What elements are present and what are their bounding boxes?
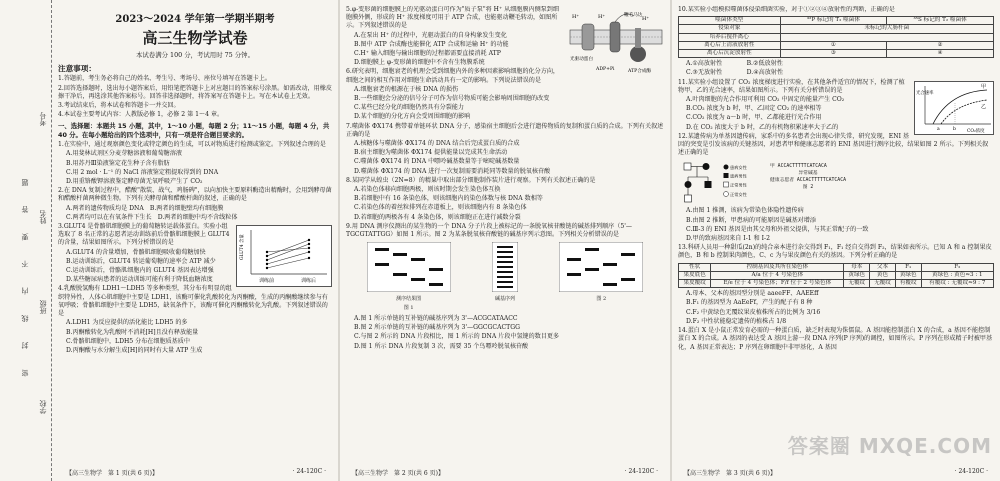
q13-header-0: 性状 <box>679 263 711 271</box>
question-8: 8.某同学从蝗虫（2N=8）的精巢中取出部分细胞制作装片进行观察。下列有关叙述正确的是 <box>346 176 596 184</box>
q8-option-d: D.若细胞的两极各有 4 条染色体，则该细胞正在进行减数分裂 <box>354 213 521 221</box>
q10-option-a: A.①高放射性 <box>686 60 723 68</box>
q10-cell: ② <box>887 41 994 49</box>
q3-option-a: A.GLUT4 的含量增加，骨骼肌细胞吸收葡萄糖加快 <box>66 248 206 256</box>
q13-cell: 无覆纹 <box>844 280 870 288</box>
q13-cell: 黄绿色 <box>844 271 870 279</box>
q11-series-jia: 甲 <box>981 83 987 90</box>
q3-figure <box>236 225 332 287</box>
q5-option-a: A.在泵出 H⁺ 的过程中，光驱动蛋白的自身构象发生变化 <box>354 31 507 39</box>
q11-x-label: CO₂浓度 <box>967 128 985 134</box>
notes-heading: 注意事项： <box>58 64 96 74</box>
q3-option-c: C.运动训练后，骨骼肌细胞内的 GLUT4 基因表达增强 <box>66 267 214 275</box>
binding-label-school: 学校 <box>39 400 47 414</box>
q13-cell: 有覆纹 : 无覆纹≈9 : 7 <box>921 280 993 288</box>
q9-figure-1 <box>367 242 451 312</box>
q9-option-d: D.图 1 所示 DNA 片段复制 3 次，需要 35 个鸟嘌呤脱氧核苷酸 <box>354 342 529 350</box>
q9-caption-2: 碱基序列 <box>494 296 515 303</box>
table-row <box>679 280 994 288</box>
table-row <box>679 41 994 49</box>
q9-caption-1: 测序结果图 <box>396 296 422 303</box>
question-2: 2.在 DNA 复制过程中，醋酸"散装、战气、鸡肠碑"，以向加快主要原料酶造出精酶时，会用到酵母菌和醋酸杆菌两种微生物。下列有关酵母菌和醋酸杆菌的叙述，正确的是 <box>58 187 332 203</box>
binding-label-class: 班级 <box>39 300 47 314</box>
q3-option-b: B.运动训练后，GLUT4 转运葡萄糖的速率会 ATP 减少 <box>66 257 216 265</box>
exam-title: 高三生物学试卷 <box>142 29 248 47</box>
q10-cell: 侵染对象 <box>679 25 781 33</box>
q1-option-c: C.用 2 mol · L⁻¹ 的 NaCl 溶液鉴定粗提取得到的 DNA <box>66 168 219 176</box>
q7-option-b: B.宿主细胞为噬菌体 ΦX174 提供能量以完成其生命活动 <box>354 149 508 157</box>
page-2-footer-right: · 24-120C · <box>624 468 658 475</box>
q2-option-a: A.两者的遗传物质均是 DNA <box>66 204 144 212</box>
q10-options-ab <box>678 60 994 68</box>
q9-gel-1 <box>367 242 451 292</box>
q3-line-chart <box>237 226 331 286</box>
q1-option-b: B.用苏丹Ⅲ染液鉴定花生种子含有脂肪 <box>66 159 170 167</box>
q13-header-3: 父本 <box>870 263 896 271</box>
q3-y-label: GLUT4 含量 <box>240 234 245 261</box>
q12-seq-healthy: 健康志愿者 ACCACTTTTTCATCACA <box>770 178 846 184</box>
table-row <box>679 263 994 271</box>
q13-header-1: 控制基因及其所在染色体 <box>711 263 844 271</box>
q9-option-a: A.图 1 所示单链的互补链的碱基序列为 3'—ACGCATAACC <box>354 314 518 322</box>
question-6: 6.研究表明，细胞衰老的机理会受到细胞内外的多种因素影响细胞的化分方向，细胞之间的相互作用对细胞生命活动具有一定的影响。下列说法错误的是 <box>346 68 560 84</box>
q5-label-adp: ADP+Pi <box>596 67 615 72</box>
page-1-column <box>58 6 332 463</box>
q2-option-b: B.两者的细胞壁均有细胞膜 <box>149 204 224 212</box>
q9-gel-2 <box>559 242 643 292</box>
q12-option-b: B.由图 2 推断，甲患病的可能原因是碱基对增添 <box>686 216 816 224</box>
binding-margin <box>0 0 52 481</box>
q13-cell: A/a 位于 4 号染色体 <box>711 271 844 279</box>
question-10: 10.某实验小组模拟噬菌体侵染细菌实验，对于①②③④放射性的判断，正确的是 <box>678 6 895 13</box>
q12-fig2-label: 图 2 <box>802 185 814 191</box>
q13-option-d: D.F₂ 中性状能稳定遗传的植株占 1/8 <box>686 317 787 325</box>
q9-fig1-label: 图 1 <box>403 304 414 311</box>
question-14: 14.蛋白 X 是小鼠正常发育必需的一种蛋白质，缺乏时表现为侏儒鼠。A 基因能控制蛋白 X 的合成，a 基因不能控制蛋白 X 的合成。A 基因的表达受 A 基因上游一段 DNA 序列(P 序列)的调控，如图所示。P 序列在形成精子时被甲基化，A 基因正常表达；P 序列在卵细胞中非甲基化，A 基因 <box>678 327 993 351</box>
q5-label-pump: 光驱动蛋白 <box>570 57 593 62</box>
q11-series-yi: 乙 <box>981 103 987 110</box>
page-1-footer-right: · 24-120C · <box>292 468 326 475</box>
q2-options-cd <box>58 214 332 222</box>
q13-cell: 果皮覆纹 <box>679 280 711 288</box>
q9-ladder <box>492 242 518 292</box>
q10-cell: ① <box>780 41 887 49</box>
q2-options-ab <box>58 205 332 213</box>
q10-cell: ④ <box>887 50 994 58</box>
q5-label-motor: 鞭毛马达 <box>624 13 643 18</box>
table-row <box>679 33 994 41</box>
q11-figure <box>914 81 994 135</box>
page-1-footer <box>54 468 338 477</box>
q6-option-c: C.某些已经分化的细胞仍然具有分裂能力 <box>354 104 464 112</box>
q7-option-c: C.噬菌体 ΦX174 的 DNA 中嘌呤碱基数量等于嘧啶碱基数量 <box>354 158 520 166</box>
svg-text:H⁺: H⁺ <box>598 14 605 20</box>
q13-cell: 有覆纹 <box>895 280 921 288</box>
q11-option-a: A.叶肉细胞的光合作用可利用 CO₂ 中固定的能量产生 CO₂ <box>686 96 845 104</box>
question-4: 4.乳酸脱氢酶有 LDH1～LDH5 等多种类型，其分布有明显的组织特异性，人体心肌细胞中主要是 LDH1，该酶可催化乳酸转化为丙酮酸，生成的丙酮酸继续参与有氧呼吸；骨骼肌细胞中主要是 LDH5，缺氧条件下，该酶可催化丙酮酸转化为乳酸。下列叙述错误的是 <box>58 285 328 318</box>
q12-figures <box>678 159 994 205</box>
q10-header-2: ³⁵S 标记的 T₂ 噬菌体 <box>887 17 994 25</box>
question-11: 11.某实验小组设置了 CO₂ 浓度梯度进行实验，在其他条件适宜的情况下，检测了植物甲、乙的光合速率，结果如图所示。下列有关分析错误的是 <box>678 78 905 94</box>
q12-pedigree <box>678 159 764 205</box>
binding-seal-text: 密 封 线 内 不 要 答 题 <box>21 170 29 377</box>
q2-option-d: D.两者的细胞中均不含线粒体 <box>157 213 238 221</box>
q6-option-a: A.细胞衰老的根源在于核 DNA 的损伤 <box>354 85 459 93</box>
q6-option-b: B.一些细胞会分泌的信号分子可作为信号物质可能会影响周围细胞的改变 <box>354 95 550 103</box>
page-3-footer <box>672 468 1000 477</box>
q5-membrane-diagram <box>568 8 664 78</box>
q10-option-b: B.②低放射性 <box>746 60 783 68</box>
q13-header-4: F₁ <box>895 263 921 271</box>
page-3-footer-left: 【高三生物学 第 3 页(共 6 页)】 <box>684 470 776 477</box>
table-row <box>679 271 994 279</box>
q12-seq-mark: 异常碱基 <box>798 171 818 177</box>
note-2: 2.回答选择题时，选出每小题答案后，用铅笔把答题卡上对应题目的答案标号涂黑。如需改动，用橡皮擦干净后，再选涂其他答案标号。回答非选择题时，将答案写在答题卡上。写在本试卷上无效。 <box>58 84 332 100</box>
q12-sequence-figure <box>770 159 846 191</box>
q10-cell: 离心后沉淀放射性 <box>679 50 781 58</box>
q11-mark-a: a <box>937 126 940 132</box>
q10-header-0: 噬菌体类型 <box>679 17 781 25</box>
q11-option-c: C.CO₂ 浓度为 a～b 时，甲、乙都能进行光合作用 <box>686 114 822 122</box>
q9-fig2-label: 图 2 <box>596 296 607 303</box>
q10-option-d: D.④高放射性 <box>746 69 784 77</box>
q3-option-d: D.某些糖尿病患者的运动训练可能有利于降低血糖浓度 <box>66 276 213 284</box>
q8-option-c: C.若染色体的着丝粒排列在赤道板上，则该细胞内有 8 条染色体 <box>354 204 527 212</box>
q10-cell <box>780 33 993 41</box>
page-2-footer <box>340 468 670 477</box>
q12-legend-1: 患病男性 <box>730 173 747 179</box>
q13-table <box>678 263 994 289</box>
q5-option-c: C.H⁺ 输入细胞与输出细胞的过程都需要直接消耗 ATP <box>354 50 501 58</box>
q5-label-atp: ATP合成酶 <box>628 69 652 74</box>
page-2-column <box>346 6 664 463</box>
q9-figure-2 <box>559 242 643 312</box>
q8-option-b: B.若细胞中有 16 条染色体，则该细胞内的染色体数与核 DNA 数相等 <box>354 195 543 203</box>
q7-option-a: A.核糖体与噬菌体 ΦX174 的 DNA 结合后完成蛋白质的合成 <box>354 140 520 148</box>
q5-option-d: D.细胞膜上 φ-变形菌的细胞中不含有生物膜系统 <box>354 59 485 67</box>
q10-options-cd <box>678 69 994 77</box>
q4-option-d: D.丙酮酸与水分解生成[H]的同时有大量 ATP 生成 <box>66 346 203 354</box>
q10-cell: 未标记的大肠杆菌 <box>780 25 993 33</box>
q10-cell: 培养后搅拌离心 <box>679 33 781 41</box>
q6-option-d: D.某个细胞的分化方向会受周围细胞的影响 <box>354 113 471 121</box>
page-3-footer-right: · 24-120C · <box>954 468 988 475</box>
q8-option-a: A.若染色体移向细胞两极，则该时期会发生染色体互换 <box>354 186 501 194</box>
table-row <box>679 25 994 33</box>
note-4: 4.本试卷主要考试内容：人教版必修 1，必修 2 第 1～4 章。 <box>58 111 224 119</box>
page-1 <box>0 0 338 481</box>
q13-cell: 果皮底色 <box>679 271 711 279</box>
q7-option-d: D.噬菌体 ΦX174 的 DNA 进行一次复制需要消耗同等数量的脱氧核苷酸 <box>354 167 551 175</box>
table-row <box>679 50 994 58</box>
q12-option-d: D.甲的致病基因来自 I-1 和 I-2 <box>686 235 770 243</box>
q10-cell: 离心后上清液放射性 <box>679 41 781 49</box>
q13-header-2: 母本 <box>844 263 870 271</box>
q11-y-label: 光合速率 <box>916 90 934 96</box>
q13-cell: 黄绿色 <box>895 271 921 279</box>
exam-info: 本试卷满分 100 分，考试用时 75 分钟。 <box>136 51 254 59</box>
page-3-column <box>678 6 994 463</box>
q9-figures <box>346 242 664 312</box>
question-12: 12.某遗传病为单基因遗传病，家系中的多名患者会出现心律失常，研究发现，ENI 基因的突变是引发该病的关键基因，对患者甲和健康志愿者的 ENI 基因进行测序比较，结果如图 2 所示。下列相关叙述正确的是 <box>678 132 989 157</box>
page-1-footer-left: 【高三生物学 第 1 页(共 6 页)】 <box>66 470 158 477</box>
question-7: 7.噬菌体 ΦX174 携带着单链环状 DNA 分子，感染宿主细胞后会进行遗传物质的复制和蛋白质的合成。下列有关叙述正确的是 <box>346 122 664 138</box>
exam-year: 2023～2024 学年第一学期半期考 <box>115 14 275 25</box>
note-1: 1.答题前，考生务必将自己的姓名、考生号、考场号、座位号填写在答题卡上。 <box>58 75 272 83</box>
question-1: 1.在实验中，通过观察颜色变化或特定颜色的生成，可以对物质进行检测或鉴定。下列叙述合理的是 <box>58 141 326 149</box>
q12-option-c: C.Ⅲ-3 的 ENI 基因是由其父母和外祖父提供，与其正常配子的一致 <box>686 225 869 233</box>
q10-cell: ③ <box>780 50 887 58</box>
question-3: 3.GLUT4 是骨骼肌细胞膜上的葡萄糖转运载体蛋白。实验小组选取了 8 名正常的志愿者运动训练前后骨骼肌细胞膜上 GLUT4 的含量，结果如图所示。下列分析错误的是 <box>58 223 230 247</box>
section-1-heading: 一、选择题：本题共 15 小题，其中，1～10 小题，每题 2 分；11～15 小题，每题 4 分，共 40 分。在每小题给出的四个选项中，只有一项是符合题目要求的。 <box>58 122 330 139</box>
q10-header-1: ³²P 标记的 T₂ 噬菌体 <box>780 17 887 25</box>
q12-legend-3: 正常女性 <box>730 192 747 198</box>
q10-option-c: C.③无放射性 <box>686 69 723 77</box>
page-2 <box>340 0 670 481</box>
table-row <box>679 17 994 25</box>
q13-cell: 黄色 <box>870 271 896 279</box>
q12-legend-0: 患病女性 <box>730 165 747 171</box>
question-9: 9.用 DNA 测序仪测出的某生物的一个 DNA 分子片段上被标记的一条脱氧核苷酸链的碱基排列顺序（5'—TGCGTATTGG）如图 1 所示。图 2 为某条脱氧核苷酸链的碱基序列示意图。下列相关分析错误的是 <box>346 222 633 239</box>
q11-curve-chart <box>915 82 993 134</box>
q13-option-a: A.母本、父本的基因型分别是 aaeeFF、AAEEff <box>686 290 819 298</box>
q5-option-b: B.图中 ATP 合成酶也能催化 ATP 合成和运输 H⁺ 的功能 <box>354 40 509 48</box>
q12-legend-2: 正常男性 <box>730 182 747 188</box>
q11-option-d: D.在 CO₂ 浓度大于 b 时，乙的有机物积累速率大于乙的 <box>686 123 839 131</box>
note-3: 3.考试结束后，将本试卷和答题卡一并交回。 <box>58 102 180 110</box>
binding-label-name: 姓名 <box>39 210 47 224</box>
q1-option-a: A.用斐林试剂区分麦芽糖溶液和葡萄糖溶液 <box>66 150 183 158</box>
q13-cell: 无覆纹 <box>870 280 896 288</box>
q13-cell: E/e 位于 4 号染色体；F/f 位于 2 号染色体 <box>711 280 844 288</box>
page-2-footer-left: 【高三生物学 第 2 页(共 6 页)】 <box>352 470 444 477</box>
q13-cell: 黄绿色 : 黄色≈3 : 1 <box>921 271 993 279</box>
q4-option-a: A.LDH1 为反应提供的活化能比 LDH5 的多 <box>66 319 188 327</box>
q2-option-c: C.两者均可以在有氧条件下生长 <box>66 213 152 221</box>
q9-figure-ladder <box>492 242 518 312</box>
q11-option-b: B.CO₂ 浓度为 b 时，甲、乙固定 CO₂ 的速率相等 <box>686 105 822 113</box>
binding-label-kaohao: 考号 <box>39 112 47 126</box>
question-5: 5.φ-变形菌的细胞膜上的光驱动蛋白可作为"质子泵"将 H⁺ 从细胞膜内侧泵到细胞膜外侧，形成的 H⁺ 浓度梯度可用于 ATP 合成，也能驱动鞭毛转动，如图所示。下列叙述错误的是 <box>346 6 559 30</box>
q13-header-5: F₂ <box>921 263 993 271</box>
q4-option-c: C.骨骼肌细胞中，LDH5 分布在细胞质基质中 <box>66 337 190 345</box>
q4-option-b: B.丙酮酸转化为乳酸时不消耗[H]且没有释放能量 <box>66 328 199 336</box>
q5-figure <box>568 8 664 78</box>
q1-option-d: D.用重铬酸钾溶液鉴定酵母菌无氧呼吸产生了 CO₂ <box>66 178 203 186</box>
q10-table <box>678 16 994 58</box>
q3-x-label-after: 训练后 <box>301 278 317 285</box>
watermark-logo: 答案圈 MXQE.COM <box>787 434 992 458</box>
question-13: 13.科研人员用一种甜瓜(2n)的纯合亲本进行杂交得到 F₁，F₁ 经自交得到 F₂，结果如表所示。已知 A 和 a 控制果皮颜色，B 和 b 控制果肉颜色，C、c 为与果皮颜色有关的基因。下列分析正确的是 <box>678 244 992 260</box>
q13-option-b: B.F₁ 的基因型为 AaEeFf，产生的配子有 8 种 <box>686 299 813 307</box>
q12-option-a: A.由图 1 推测，该病为常染色体隐性遗传病 <box>686 207 804 215</box>
page-3 <box>672 0 1000 481</box>
q9-option-c: C.与图 2 所示的 DNA 片段相比，图 1 所示的 DNA 片段中氢键的数目更多 <box>354 333 560 341</box>
q11-mark-b: b <box>953 126 956 132</box>
q12-seq-patient: 甲 ACCACTTTTTCATCACA <box>770 164 827 170</box>
q13-option-c: C.F₂ 中黄绿色无覆纹果皮植株所占的比例为 3/16 <box>686 308 821 316</box>
svg-text:H⁺: H⁺ <box>572 14 579 20</box>
q9-option-b: B.图 2 所示单链的互补链的碱基序列为 3'—GGCGCACTGG <box>354 324 520 332</box>
q3-x-label-before: 训练前 <box>259 278 275 285</box>
svg-text:H⁺: H⁺ <box>642 16 649 22</box>
